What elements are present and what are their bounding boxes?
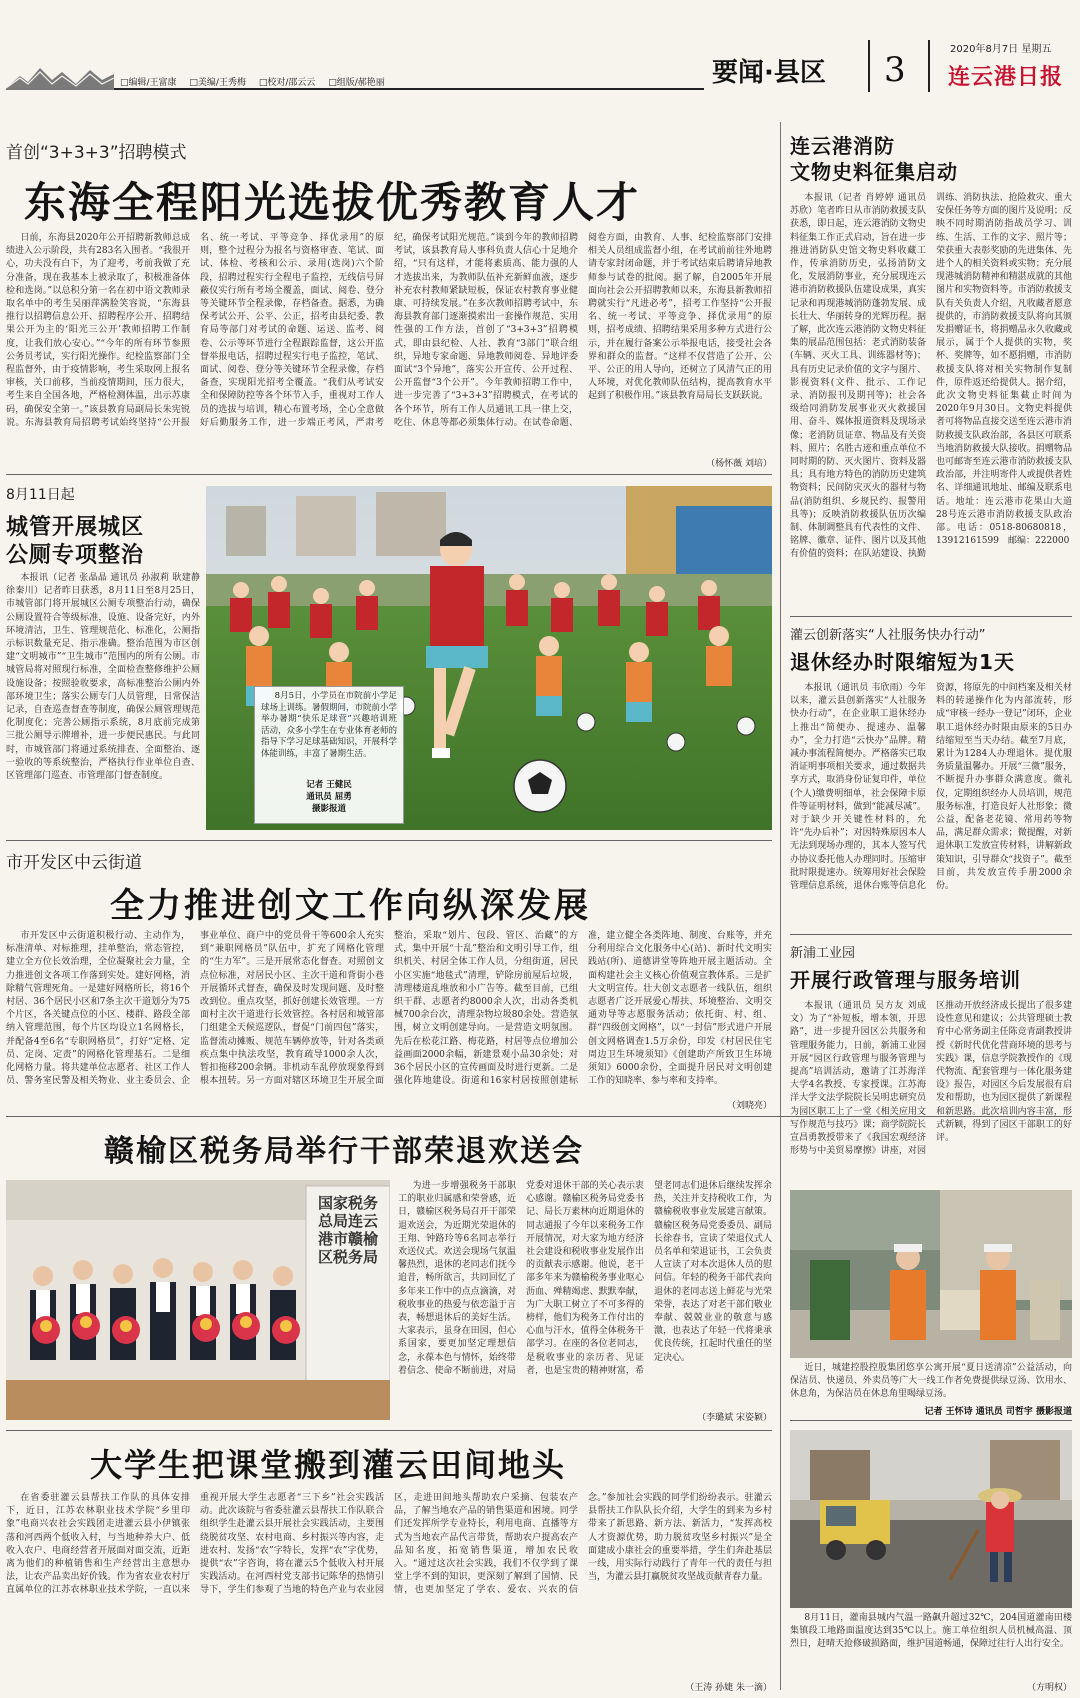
credits-line (120, 75, 385, 88)
section-divider-left (868, 40, 870, 92)
xinpu-body-text: 本报讯（通讯员 吴方友 刘成文）为了“补短板，增本领，开思路”，进一步提升园区公共服务和管理服务能力，日前，新浦工业园开展“园区行政管理与服务管理与提高”培训活动，邀请了江苏海洋大学4名教授、专家授课。江苏海洋大学文法学院院长吴明忠研究员为园区职工上了一堂《相关应用文写作规范与技巧》课；商学院院长宣昌勇教授带来了《我国宏观经济形势与中美贸易摩擦》讲座，对园区推动开放经济成长提出了很多建设性意见和建议；公共管理硕士教育中心常务副主任陈竞青副教授讲授《新时代优化营商环境的思考与实践》课，信息学院教授作的《现代物流、配套管理与一体化服务建设》报告，对园区今后发展很有启发和帮助，也为园区提供了新课程和新思路。此次培训内容丰富，形式新颖，得到了园区干部职工的好评。 (790, 1001, 1072, 1157)
page-number: 3 (884, 50, 906, 90)
road-byline: （方明权） (1026, 1683, 1072, 1693)
city-bottom-rule (6, 840, 772, 841)
archive-headline-line2: 文物史料征集启动 (790, 160, 958, 184)
students-top-rule (6, 1430, 772, 1431)
soccer-caption (261, 691, 397, 779)
tea-caption-text: 近日，城建控股控股集团悠享公寓开展“夏日送清凉”公益活动，向保洁员、快递员、外卖员等广大一线工作者免费提供绿豆汤、饮用水、休息角，为保洁员在休息角里喝绿豆汤。 (790, 1363, 1072, 1400)
tea-caption (790, 1362, 1072, 1402)
credit-editor: □编辑/王富康 (120, 78, 177, 88)
tax-body-text: 为进一步增强税务干部职工的职业归属感和荣誉感，近日，赣榆区税务局召开干部荣退欢送会，为近期光荣退休的王翔、钟路玲等6名同志举行欢送仪式。欢送会现场气氛温馨热烈，退休的老同志们抚今追昔，畅所欲言，共同回忆了多年来工作中的点点滴滴，对税收事业的热爱与依恋溢于言表，畅想退休后的美好生活。大家表示，虽身在田园，但心系国家，要更加坚定理想信念，永葆本色与情怀，始终带着信念、使命不断前进，对局党委对退休干部的关心表示衷心感谢。赣榆区税务局党委书记、局长万素林向近期退休的同志通报了今年以来税务工作开展情况，对大家为地方经济社会建设和税收事业发展作出的贡献表示感谢。他说，老干部多年来为赣榆税务事业呕心沥血、殚精竭虑、默默奉献，为广大职工树立了不可多得的榜样，他们为税务工作付出的心血与汗水，值得全体税务干部学习。在座的各位老同志，是税收事业的亲历者、见证者，也是宝贵的精神财富，希望老同志们退休后继续发挥余热，关注并支持税收工作，为赣榆税收事业发展建言献策。赣榆区税务局党委委员、副局长徐春书，宣读了荣退仪式人员名单和荣退证书，工会负责人宣读了对本次退休人员的慰问信。年轻的税务干部代表向退休的老同志送上鲜花与光荣荣誉，表达了对老干部们敬业奉献、兢兢业业的敬意与感激，也表达了年轻一代将秉承优良传统，扛起时代重任的坚定决心。 (398, 1181, 772, 1376)
road-caption (790, 1612, 1072, 1678)
retire-bottom-rule (790, 934, 1072, 935)
city-headline-line1: 城管开展城区 (6, 515, 145, 540)
tax-photo (6, 1180, 390, 1420)
recruit-kicker: 首创“3+3+3”招聘模式 (6, 143, 187, 163)
tax-banner-text: 国家税务总局连云港市赣榆区税务局 (318, 1194, 378, 1266)
soccer-credit-1: 记者 王健民 (306, 780, 352, 790)
retire-body-text: 本报讯（通讯员 韦欣雨）今年以来，灌云县创新落实“人社服务快办行动”，在企业职工退休经办上推出“简便办、提速办、温馨办”，全力打造“云快办”品牌。精减办事流程简便办。严格落实已取消证明事项相关要求，通过数据共享方式，取消身份证复印件，单位(个人)缴费明细单，社会保障卡原件等证明材料，做到“能减尽减”。对于缺少开关键性材料的，允许“先办后补”；对因特殊原因本人无法到现场办理的，其本人签写代办协议委托他人办理同时。压缩审批时限提速办。统筹用好社会保险管理信息系统，退休台账等信息化资源，将原先的中间档案及相关材料的转递操作化为内部流转，形成“审核一经办一登记”闭环，企业职工退休经办时限由原来的5日办结缩短至当天办结。截至7月底，累计为1284人办理退休。提优服务质量温馨办。开展“三微”服务，不断提升办事群众满意度。微礼仪，定期组织经办人员培训，规范服务标准，打造良好人社形象；微公益，配备老花镜、常用药等物品，满足群众需求；微提醒，对新退休职工发放宣传材料，讲解新政策知识，引导群众“找资子”。截至目前，共发放宣传手册2000余份。 (790, 683, 1072, 892)
recruit-headline: 东海全程阳光选拔优秀教育人才 (24, 178, 641, 227)
city-body-text: 本报讯（记者 张晶晶 通讯员 孙淑莉 耿建静 徐秦川）记者昨日获悉，8月11日至8月25日，市城管部门将开展城区公厕专项整治行动，确保公厕设置符合等级标准，设施、设备完好，内外环境清洁，卫生、管理规范化、标准化，公厕指示标识数量充足、指示准确。整治范围为市区创建“文明城市”“卫生城市”范围内的所有公厕。市城管局将对照现行标准，全面检查整修维护公厕设施设备；按照验收要求，高标准整治公厕内外部环境卫生；落实公厕专门人员管理，日常保洁记录，自查巡查督查等制度，确保公厕管理规范化制度化；完善公厕指示系统，8月底前完成第三批公厕导示牌增补，进一步便民惠民。与此同时，市城管部门将通过系统排查、全面整治、逐一验收的等系统整治，严格执行作业单位自查、区管理部门巡查、市管理部门督查制度。 (6, 573, 200, 782)
xinpu-kicker: 新浦工业园 (790, 946, 856, 961)
mountain-logo-icon (6, 62, 114, 90)
city-date-kicker: 8月11日起 (6, 487, 75, 503)
tax-body (398, 1180, 772, 1408)
retire-headline: 退休经办时限缩短为1天 (790, 650, 1015, 674)
tea-scene-image (790, 1190, 1072, 1358)
students-byline: （王涛 孙婕 朱一滴） (685, 1683, 772, 1693)
xinpu-body (790, 1000, 1072, 1180)
credit-proofreader: □校对/邵云云 (258, 78, 316, 88)
soccer-credit-2: 通讯员 屈勇 (306, 792, 352, 802)
soccer-credit-3: 摄影报道 (311, 804, 346, 814)
students-headline: 大学生把课堂搬到灌云田间地头 (90, 1446, 567, 1484)
right-column-rule (780, 122, 781, 1690)
credit-layout: □组版/郝艳丽 (328, 78, 385, 88)
recruit-body-text: 日前，东海县2020年公开招聘新教师总成绩进入公示阶段，共有283名入围者。“我很开心，功夫没有白下，为了迎考，考前我做了充分准备，现在我基本上被录取了，积极准备体检和选岗。”以总积分第一名在初中语文教师录取名单中的考生吴丽萍满脸笑容说，“东海县推行以招聘信息公开、招聘程序公开、招聘结果公开为主的‘阳光三公开’教师招聘工作制度，让我们放心安心。”“今年的所有环节参照公务员考试，实行阳光操作。纪检监察部门全程监督外，由于疫情影响，考生采取网上报名审核，关口前移，当前疫情期间，压力很大，考生来自全国各地，严格检测体温，出示苏康码，确保安全第一。”该县教育局副局长朱宪锐说。东海县教育局招聘考试始终坚持“公开报名、统一考试、平等竞争、择优录用”的原则，整个过程分为报名与资格审查、笔试、面试、体检、考核和公示、录用(选岗)六个阶段，招聘过程实行全程电子监控，无线信号屏蔽仪实行所有考场全覆盖，面试、阅卷、登分等关键环节全程录像，存档备查。据悉，为确保考试公开、公平、公正，招考由县纪委、教育局等部门对考试的命题、运送、监考、阅卷、公示等环节进行全程跟踪监督，这公开监督举报电话，招聘过程实行电子监控，笔试、面试、阅卷、登分等关键环节全程录像，存档备查，实现阳光招考全覆盖。“我们从考试安全和保障防控等各个环节入手，重视对工作人员的选拔与培训，精心布置考场，全心全意做好后勤服务工作，进一步端正考风，严肃考纪，确保考试阳光规范。”谈到今年的教师招聘考试，该县教育局人事科负责人信心十足地介绍，“只有这样，才能将素质高、能力强的人才选拔出来，为教师队伍补充新鲜血液，逐步补充农村教师紧缺短板，保证农村教育事业健康、可持续发展。”在多次教师招聘考试中，东海县教育部门逐渐摸索出一套操作规范、实用性强的工作方法，首创了“3+3+3”招聘模式，即由县纪检、人社、教育“3部门”联合组织，异地专家命题、异地教师阅卷、异地评委面试“3个异地”，落实公开宣传、公开过程、公开监督“3个公开”。今年教师招聘工作中，进一步完善了“3+3+3”招聘模式，在考试的各个环节，所有工作人员通讯工具一律上交，吃住、休息等都必须集体行动。在试卷命题、阅卷方面，由教育、人事、纪检监察部门安排相关人员组成监督小组，在考试前前往外地聘请专家封闭命题，并于考试结束后聘请异地教师参与试卷的批阅。据了解，自2005年开展面向社会公开招聘教师以来，东海县新教师招聘就实行“凡进必考”，招考工作坚持“公开报名、统一考试、平等竞争、择优录用”的原则，招考成绩、招聘结果采用多种方式进行公示，并在履行备案公示举报电话，接受社会各界和群众的监督。“这样不仅营造了公开、公平、公正的用人导向，还树立了风清气正的用人环境，对优化教师队伍结构，提高教育水平起到了积极作用。”该县教育局局长支跃跃说。 (6, 233, 772, 428)
kaifa-body (6, 930, 772, 1108)
issue-date: 2020年8月7日 星期五 (950, 44, 1052, 55)
xinpu-headline: 开展行政管理与服务培训 (790, 968, 1021, 992)
tea-photo (790, 1190, 1072, 1358)
soccer-caption-text: 8月5日，小学员在市院前小学足球场上训练。暑假期间，市院前小学举办暑期“快乐足球营”兴趣培训班活动，众多小学生在专业体育老师的指导下学习足球基础知识，开展科学体能训练，丰富了暑期生活。 (261, 691, 397, 759)
tea-credit: 记者 王怀诗 通讯员 司哲宇 摄影报道 (924, 1407, 1072, 1417)
recruit-body (6, 232, 772, 456)
recruit-bottom-rule (6, 474, 772, 475)
masthead-rule (114, 88, 704, 90)
students-body (6, 1492, 772, 1680)
archive-headline-line1: 连云港消防 (790, 134, 895, 158)
paper-name: 连云港日报 (948, 64, 1064, 90)
road-repair-image (790, 1430, 1072, 1608)
tea-bottom-rule (790, 1420, 1072, 1421)
retire-kicker: 灌云创新落实“人社服务快办行动” (790, 628, 986, 643)
archive-bottom-rule (790, 616, 1072, 617)
kaifa-kicker: 市开发区中云街道 (6, 853, 142, 873)
archive-body (790, 192, 1072, 610)
section-divider-right (928, 40, 930, 92)
archive-body-text: 本报讯（记者 肖婷婷 通讯员 苏欣）笔者昨日从市消防救援支队获悉，即日起，连云港消防文物史料征集工作正式启动，旨在进一步推进消防队史馆文物史料收藏工作，传承消防历史，弘扬消防文化，发展消防事业，充分展现连云港市消防救援队伍建设成果，真实记录和再现港城消防蓬勃发展、成长壮大、华丽转身的光辉历程。据了解，此次连云港消防文物史料征集的展品范围包括：老式消防装备(车辆、灭火工具、训练器材等)；具有历史记录价值的文字与图片、影视资料(文件、批示、工作记录、消防报刊及期刊等)；社会各级给同消防发展事业灭火救援国用、奋斗、媒体报道资料及现场录像；老消防员证章、物品及有关资料、照片；名胜古迹和重点单位不同时期的防、灭火图片、资料及器具；具有地方特色的消防历史建筑物资料；民间防灾灭火的器材与物品(消防组织、乡规民约、报警用具等)；反映消防救援队伍历次编制、体制调整具有代表性的文件、铭牌、徽章、证件、图片以及其他有价值的资料；在队站建设、执勤训练、消防执法、抢险救灾、重大安保任务等方面的图片及说明；反映不同时期消防指战员学习、训练、生活、工作的文字、照片等；荣获重大表彰奖励的先进集体、先进个人的相关资料或实物；充分展现港城消防精神和精湛成就的其他图片和实物资料等。市消防救援支队有关负责人介绍，凡收藏者愿意提供的，市消防救援支队将向其颁发捐赠证书，将捐赠品永久收藏或展示，属于个人提供的实物，奖杯、奖牌等，如不愿捐赠，市消防救援支队将对相关实物制作复制件，原件返还给提供人。据介绍，此次文物史料征集截止时间为2020年9月30日。文物史料提供者可将物品直接交送至连云港市消防救援支队政治部，各县区可联系当地消防救援大队接收。捐赠物品也可邮寄至连云港市消防救援支队政治部，并注明寄件人或提供者姓名、详细通讯地址、邮编及联系电话。地址：连云港市花果山大道28号连云港市消防救援支队政治部。电话：0518-80680818，13912161599 邮编：222000 (790, 193, 1072, 560)
kaifa-headline: 全力推进创文工作向纵深发展 (110, 886, 591, 926)
kaifa-byline: （刘晓亮） (726, 1101, 772, 1111)
road-photo (790, 1430, 1072, 1608)
road-caption-text: 8月11日，灌南县城内气温一路飙升超过32℃，204国道灌南田楼集镇段工地路面温度达到35℃以上。施工单位组织人员机械高温、顶烈日，赶晴天抢修破损路面，维护国道畅通，保障过往行人出行安全。 (790, 1613, 1072, 1650)
tax-headline: 赣榆区税务局举行干部荣退欢送会 (104, 1134, 584, 1169)
section-title: 要闻·县区 (712, 58, 826, 88)
kaifa-body-text: 市开发区中云街道积极行动、主动作为，标准清单、对标推理，挂单整治，常态管控，建立全方位长效治理，全位凝聚社会力量，全力推进创文各项工作落到实处。建好网格，消除精气管理死角。一是建好网格所长，将16个村居、36个居民小区和7条主次干道划分为75个片区，各关键点位的小区、楼群、路段全部纳入管理范围，每个片区均设立1名网格长，并配备4至6名“专职网格员”，打好“定格、定员、定岗、定责”的网格化管理基石。二是细化网格力量。将共建单位志愿者、社区工作人员、警务室民警及相关物业、业主委员会、企事业单位、商户中的党员骨干等600余人充实到“兼职网格员”队伍中，扩充了网格化管理的“生力军”。三是开展常态化督查。对照创文点位标准，对居民小区、主次干道和背街小巷开展循环式督查，确保及时发现问题、及时整改到位。重点攻坚，抓好创建长效管理。一方面村主次干道进行长效管控。各村居和城管部门组建全天候巡逻队，督促“门前四包”落实，监督流动摊贩、规范车辆停放等，针对各类顽疾点集中执法攻坚，教育疏导1000余人次，暂扣拖移200余辆。非机动车乱停放现象得到根本扭转。另一方面对辖区环境卫生开展全面整治，采取“划片、包段、管区、治藏”的方式，集中开展“十乱”整治和文明引导工作，组织机关、村居全体工作人员，分组街道，居民小区实施“地毯式”清理，铲除房前屋后垃圾，清理楼道乱堆放和小广告等。截至目前，已组织干群、志愿者约8000余人次，出动各类机械700余台次，清理杂物垃圾80余处。营造氛围，树立文明创建导向。一是营造文明氛围。先后在松花江路、梅花路，村居等点位增加公益画面2000余幅，新建景观小品30余处；对36个居民小区的宣传画面及时进行更新。二是强化阵地建设。街道和16家村居按照创建标准，建立健全各类阵地、制度、台账等，并充分利用综合文化服务中心(站)、新时代文明实践站(所)、道德讲堂等阵地开展主题活动。全面构建社会主义核心价值观宣教体系。三是扩大文明宣传。壮大创文志愿者一线队伍，组织志愿者广泛开展爱心帮扶、环境整治、文明交通劝导等志愿服务活动；依托街、村、组、群“四级创文网格”，以“一封信”形式进户开展创文网格调查1.5万余份，印发《村居民住宅周边卫生环境须知》《创建助产所致卫生环境须知》6000余份，全面提升居民对文明创建工作的知晓率、参与率和支持率。 (6, 931, 772, 1087)
credit-designer: □美编/王秀梅 (189, 78, 246, 88)
city-body (6, 572, 200, 842)
students-body-text: 在省委驻灌云县帮扶工作队的具体安排下，近日，江苏农林职业技术学院“乡里印象”电商兴农社会实践团走进灌云县小伊镇张荡和河西两个低收入村，与当地种养大户、低收入农户、电商经营者开展面对面交流，近距离为他们的种植销售和生产经营出主意想办法，让农产品卖出好价钱。作为省农业农村厅直属单位的江苏农林职业技术学院，一直以来重视开展大学生志愿者“三下乡”社会实践活动。此次该院与省委驻灌云县帮扶工作队联合组织学生赴灌云县开展社会实践活动，主要围绕脱贫攻坚、农村电商、乡村振兴等内容，走进农村、发扬“农”字特长，发挥“农”字优势，提供“农”字咨询，将在灌云5个低收入村开展实践活动。在河西村党支部书记陈华的热情引导下，学生们参观了当地的特色产业与农业园区，走进田间地头帮助农户采摘、包装农产品，了解当地农产品的销售渠道和困境。同学们还发挥所学专业特长，利用电商、直播等方式为当地农产品代言带货，帮助农户提高农产品知名度，拓宽销售渠道，增加农民收入。“通过这次社会实践，我们不仅学到了课堂上学不到的知识，更深刻了解到了国情、民情，也更加坚定了学农、爱农、兴农的信念。”参加社会实践的同学们纷纷表示。驻灌云县帮扶工作队队长介绍，大学生的到来为乡村带来了新思路、新方法、新活力，“发挥高校人才资源优势，助力脱贫攻坚乡村振兴”是全面建成小康社会的重要举措，学生们奔赴基层一线，用实际行动践行了青年一代的责任与担当，为灌云县打赢脱贫攻坚战贡献青春力量。 (6, 1493, 772, 1596)
soccer-caption-box (254, 686, 404, 824)
retire-body (790, 682, 1072, 928)
tax-byline: （李璐斌 宋姿颖） (697, 1413, 772, 1423)
city-headline-line2: 公厕专项整治 (6, 543, 145, 568)
masthead (0, 0, 1080, 92)
recruit-byline: （杨怀薇 刘培） (706, 459, 772, 469)
